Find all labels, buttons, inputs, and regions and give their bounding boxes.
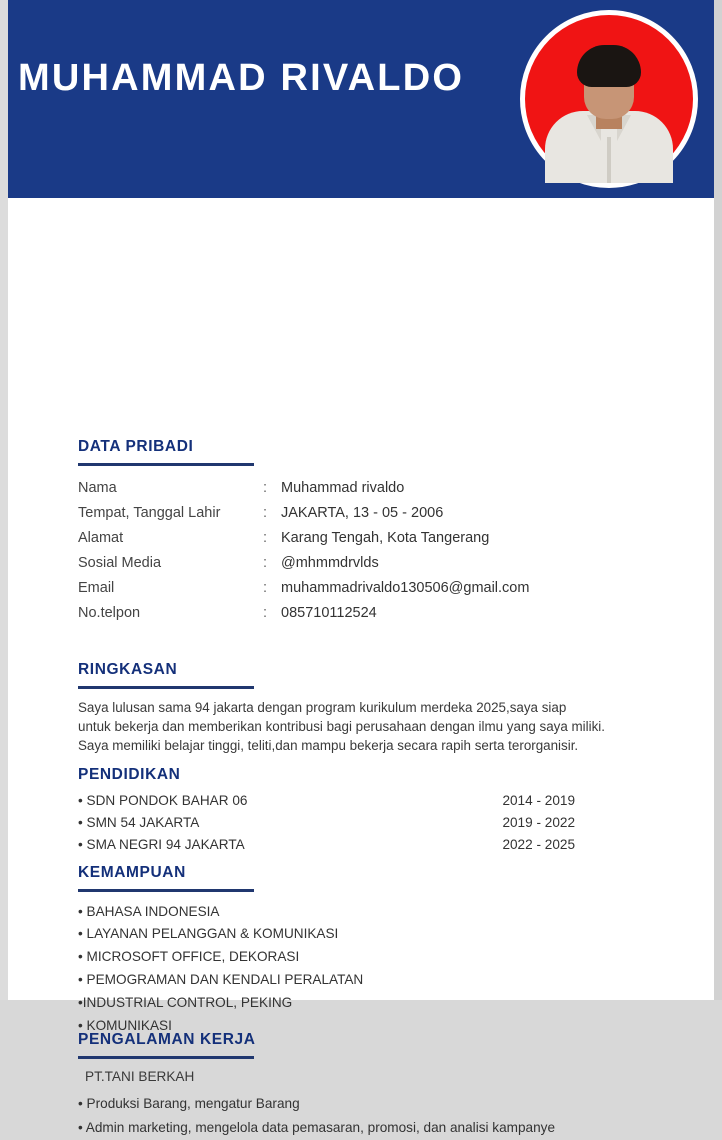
list-item: • BAHASA INDONESIA bbox=[78, 903, 220, 919]
personal-value-social: @mhmmdrvlds bbox=[281, 555, 379, 571]
personal-value-birth: JAKARTA, 13 - 05 - 2006 bbox=[281, 505, 444, 521]
section-title-education: PENDIDIKAN bbox=[78, 766, 181, 783]
summary-line: untuk bekerja dan memberikan kontribusi bagi perusahaan dengan ilmu yang saya miliki. bbox=[78, 718, 606, 734]
avatar bbox=[520, 10, 698, 188]
personal-separator: : bbox=[263, 605, 268, 621]
personal-label-social: Sosial Media bbox=[78, 555, 162, 571]
education-period: 2014 - 2019 bbox=[502, 793, 575, 808]
photo-shirt-placket bbox=[607, 137, 611, 183]
section-experience bbox=[78, 1031, 638, 1140]
section-summary bbox=[78, 661, 623, 756]
list-item: • MICROSOFT OFFICE, DEKORASI bbox=[78, 949, 300, 965]
personal-label-birth: Tempat, Tanggal Lahir bbox=[78, 505, 221, 521]
cv-header-banner bbox=[8, 0, 714, 198]
personal-label-phone: No.telpon bbox=[78, 605, 141, 621]
table-row bbox=[78, 576, 618, 601]
personal-value-address: Karang Tengah, Kota Tangerang bbox=[281, 530, 490, 546]
table-row bbox=[78, 601, 618, 626]
summary-line: Saya memiliki belajar tinggi, teliti,dan mampu bekerja secara rapih serta terorganisir. bbox=[78, 738, 579, 754]
personal-value-phone: 085710112524 bbox=[281, 605, 377, 621]
list-item: • LAYANAN PELANGGAN & KOMUNIKASI bbox=[78, 926, 339, 942]
education-school: • SDN PONDOK BAHAR 06 bbox=[78, 793, 248, 808]
experience-company: PT.TANI BERKAH bbox=[85, 1068, 195, 1084]
personal-separator: : bbox=[263, 505, 268, 521]
section-divider-skills bbox=[78, 889, 254, 892]
list-item: •INDUSTRIAL CONTROL, PEKING bbox=[78, 995, 293, 1011]
section-divider-personal-data bbox=[78, 463, 254, 466]
personal-label-address: Alamat bbox=[78, 530, 124, 546]
experience-list bbox=[78, 1092, 638, 1140]
personal-label-email: Email bbox=[78, 580, 115, 596]
personal-data-table bbox=[78, 476, 618, 626]
list-item bbox=[78, 812, 623, 834]
list-item bbox=[78, 834, 623, 856]
personal-separator: : bbox=[263, 530, 268, 546]
education-period: 2022 - 2025 bbox=[502, 837, 575, 853]
section-title-personal-data: DATA PRIBADI bbox=[78, 438, 194, 455]
education-period: 2019 - 2022 bbox=[502, 815, 575, 831]
section-skills bbox=[78, 864, 623, 1038]
list-item bbox=[78, 790, 623, 812]
summary-line: Saya lulusan sama 94 jakarta dengan program kurikulum merdeka 2025,saya siap bbox=[78, 699, 567, 715]
section-title-summary: RINGKASAN bbox=[78, 661, 178, 678]
personal-label-nama: Nama bbox=[78, 480, 117, 496]
education-school: • SMN 54 JAKARTA bbox=[78, 815, 200, 831]
personal-value-email: muhammadrivaldo130506@gmail.com bbox=[281, 580, 530, 596]
personal-separator: : bbox=[263, 580, 268, 596]
personal-separator: : bbox=[263, 480, 268, 496]
photo-hair bbox=[577, 45, 641, 87]
section-title-skills: KEMAMPUAN bbox=[78, 864, 186, 881]
list-item: • Produksi Barang, mengatur Barang bbox=[78, 1095, 300, 1111]
summary-paragraph bbox=[78, 698, 623, 756]
table-row bbox=[78, 526, 618, 551]
education-list bbox=[78, 790, 623, 856]
section-education bbox=[78, 766, 623, 856]
section-title-experience: PENGALAMAN KERJA bbox=[78, 1031, 256, 1048]
table-row bbox=[78, 501, 618, 526]
list-item: • KOMUNIKASI bbox=[78, 1018, 172, 1034]
education-school: • SMA NEGRI 94 JAKARTA bbox=[78, 837, 245, 853]
list-item: • Admin marketing, mengelola data pemasaran, promosi, dan analisi kampanye bbox=[78, 1119, 556, 1135]
section-personal-data bbox=[78, 438, 618, 626]
section-divider-experience bbox=[78, 1056, 254, 1059]
table-row bbox=[78, 476, 618, 501]
personal-separator: : bbox=[263, 555, 268, 571]
personal-value-nama: Muhammad rivaldo bbox=[281, 480, 405, 496]
page-title: MUHAMMAD RIVALDO bbox=[18, 57, 465, 99]
section-divider-summary bbox=[78, 686, 254, 689]
table-row bbox=[78, 551, 618, 576]
skills-list bbox=[78, 901, 623, 1039]
list-item: • PEMOGRAMAN DAN KENDALI PERALATAN bbox=[78, 972, 364, 988]
avatar-photo bbox=[525, 15, 693, 183]
